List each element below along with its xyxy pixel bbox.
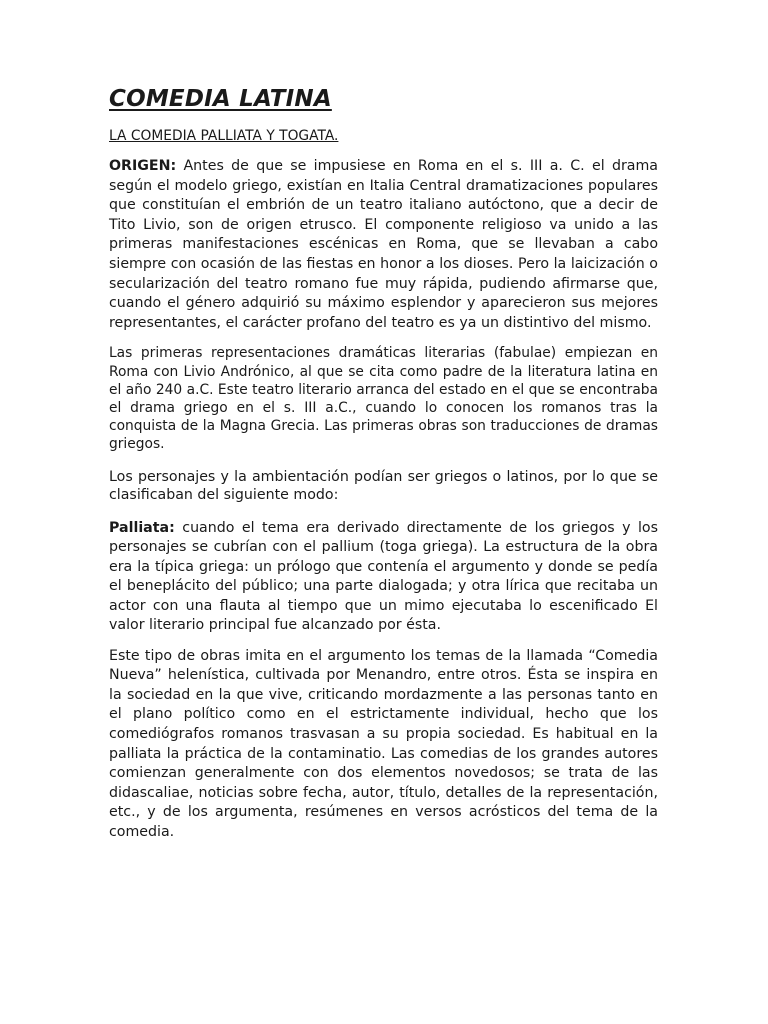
document-title: COMEDIA LATINA [109,86,332,112]
document-page [109,84,658,843]
origen-text: Antes de que se impusiese en Roma en el s. III a. C. el drama según el modelo griego, existían en Italia Central dramatizaciones populares que constituían el embrión de un teatro italiano autóctono, que a decir de Tito Livio, son de origen etrusco. El componente religioso va unido a las primeras manifestaciones escénicas en Roma, que se llevaban a cabo siempre con ocasión de las fiestas en honor a los dioses. Pero la laicización o secularización del teatro romano fue muy rápida, pudiendo afirmarse que, cuando el género adquirió su máximo esplendor y aparecieron sus mejores representantes, el carácter profano del teatro es ya un distintivo del mismo. [109,158,658,331]
document-subtitle: LA COMEDIA PALLIATA Y TOGATA. [109,128,339,144]
palliata-text: cuando el tema era derivado directamente de los griegos y los personajes se cubrían con el pallium (toga griega). La estructura de la obra era la típica griega: un prólogo que contenía el argumento y donde se pedía el beneplácito del público; una parte dialogada; y otra lírica que recitaba un actor con una flauta al tiempo que un mimo ejecutaba lo escenificado El valor literario principal fue alcanzado por ésta. [109,519,658,634]
paragraph-primeras-representaciones: Las primeras representaciones dramáticas literarias (fabulae) empiezan en Roma con Livio Andrónico, al que se cita como padre de la literatura latina en el año 240 a.C. Este teatro literario arranca del estado en el que se encontraba el drama griego en el s. III a.C., cuando lo conocen los romanos tras la conquista de la Magna Grecia. Las primeras obras son traducciones de dramas griegos. [109,345,658,453]
origen-lead: ORIGEN: [109,158,177,174]
paragraph-palliata [109,519,658,636]
paragraph-tipo-de-obras: Este tipo de obras imita en el argumento los temas de la llamada “Comedia Nueva” helenística, cultivada por Menandro, entre otros. Ésta se inspira en la sociedad en la que vive, criticando mordazmente a las personas tanto en el plano político como en el estrictamente individual, hecho que los comediógrafos romanos trasvasan a su propia sociedad. Es habitual en la palliata la práctica de la contaminatio. Las comedias de los grandes autores comienzan generalmente con dos elementos novedosos; se trata de las didascaliae, noticias sobre fecha, autor, título, detalles de la representación, etc., y de los argumenta, resúmenes en versos acrósticos del tema de la comedia. [109,647,658,840]
paragraph-origen [109,157,658,333]
palliata-lead: Palliata: [109,519,175,536]
paragraph-personajes: Los personajes y la ambientación podían ser griegos o latinos, por lo que se clasificaban del siguiente modo: [109,468,658,504]
